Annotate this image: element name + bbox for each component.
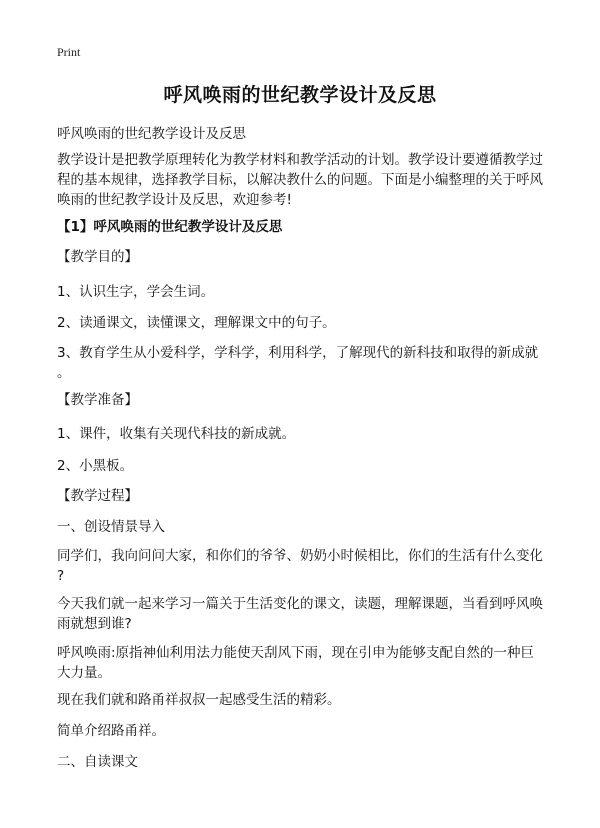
print-label: Print [57, 45, 81, 59]
paragraph-line: 呼风唤雨:原指神仙利用法力能使天刮风下雨，现在引申为能够支配自然的一种巨 [57, 645, 535, 661]
paragraph-line: 今天我们就一起来学习一篇关于生活变化的课文，读题，理解课题，当看到呼风唤 [57, 596, 543, 612]
body-paragraph: 简单介绍路甬祥。 [57, 723, 165, 739]
paragraph-line: 雨就想到谁? [57, 616, 132, 632]
goals-heading: 【教学目的】 [57, 249, 138, 265]
intro-paragraph [57, 150, 557, 210]
section-heading: 【1】呼风唤雨的世纪教学设计及反思 [57, 219, 283, 235]
page-title: 呼风唤雨的世纪教学设计及反思 [163, 84, 437, 106]
intro-line: 唤雨的世纪教学设计及反思，欢迎参考! [57, 192, 292, 208]
paragraph-line: 同学们，我向问问大家，和你们的爷爷、奶奶小时候相比，你们的生活有什么变化 [57, 548, 543, 564]
body-paragraph [57, 594, 557, 634]
prep-item: 1、课件，收集有关现代科技的新成就。 [57, 426, 296, 442]
paragraph-line: ? [57, 568, 65, 584]
process-heading: 【教学过程】 [57, 488, 138, 504]
goal-item: 2、读通课文，读懂课文，理解课文中的句子。 [57, 315, 336, 331]
goal-line: 。 [57, 365, 71, 381]
intro-line: 教学设计是把教学原理转化为教学材料和教学活动的计划。教学设计要遵循教学过 [57, 152, 543, 168]
goal-item [57, 343, 557, 383]
body-paragraph: 现在我们就和路甬祥叔叔一起感受生活的精彩。 [57, 692, 341, 708]
intro-line: 程的基本规律，选择教学目标，以解决教什么的问题。下面是小编整理的关于呼风 [57, 172, 543, 188]
step-heading: 一、创设情景导入 [57, 519, 165, 535]
prep-heading: 【教学准备】 [57, 392, 138, 408]
body-paragraph [57, 546, 557, 586]
prep-item: 2、小黑板。 [57, 458, 134, 474]
goal-line: 3、教育学生从小爱科学，学科学，利用科学，了解现代的新科技和取得的新成就 [57, 345, 539, 361]
document-subtitle: 呼风唤雨的世纪教学设计及反思 [57, 126, 246, 142]
paragraph-line: 大力量。 [57, 665, 111, 681]
goal-item: 1、认识生字，学会生词。 [57, 284, 215, 300]
step-heading: 二、自读课文 [57, 754, 138, 770]
body-paragraph [57, 643, 557, 683]
